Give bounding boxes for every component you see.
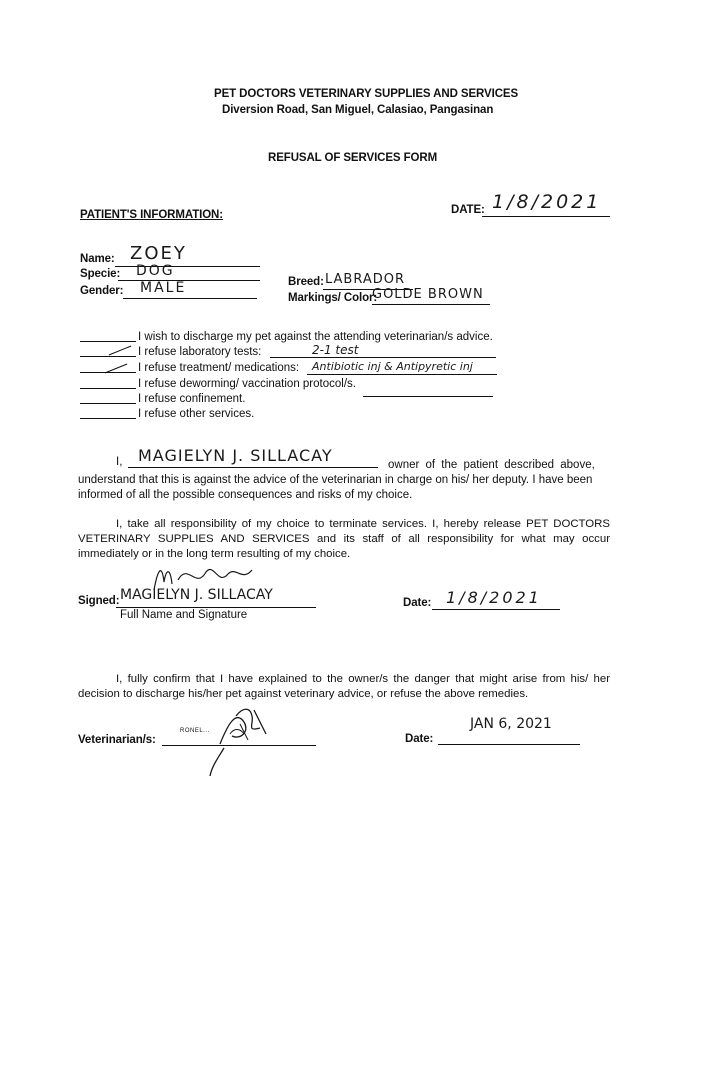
refusal-value-line <box>307 374 497 375</box>
name-label: Name: <box>80 253 115 265</box>
name-value: ZOEY <box>130 243 187 264</box>
date-line <box>482 216 610 217</box>
signed-date-label: Date: <box>403 597 432 609</box>
owner-name: MAGIELYN J. SILLACAY <box>138 446 333 465</box>
date-label: DATE: <box>451 204 485 216</box>
gender-line <box>123 298 257 299</box>
specie-label: Specie: <box>80 268 121 280</box>
statement-prefix: I, <box>116 456 123 468</box>
company-name: PET DOCTORS VETERINARY SUPPLIES AND SERVICES <box>214 88 519 100</box>
refusal-check-line <box>80 341 136 342</box>
signed-date-line <box>432 609 560 610</box>
signature-caption: Full Name and Signature <box>120 609 248 621</box>
signed-line <box>116 607 316 608</box>
form-title: REFUSAL OF SERVICES FORM <box>268 152 438 164</box>
statement-line1: owner of the patient described above, <box>388 459 595 471</box>
refusal-text: I refuse laboratory tests: <box>138 346 262 358</box>
vet-date-line <box>438 744 580 745</box>
signed-label: Signed: <box>78 595 120 607</box>
patient-info-heading: PATIENT'S INFORMATION: <box>80 209 223 221</box>
signed-date-value: 1/8/2021 <box>446 588 542 607</box>
refusal-value-line <box>363 396 493 397</box>
refusal-text: I refuse confinement. <box>138 393 246 405</box>
signed-value: MAGIELYN J. SILLACAY <box>120 587 273 603</box>
statement-line3: informed of all the possible consequences and risks of my choice. <box>78 489 413 501</box>
veterinarian-label: Veterinarian/s: <box>78 734 156 746</box>
specie-value: DOG <box>136 263 175 279</box>
refusal-text: I wish to discharge my pet against the attending veterinarian/s advice. <box>138 331 493 343</box>
vet-date-value: JAN 6, 2021 <box>470 716 552 732</box>
refusal-text: I refuse deworming/ vaccination protocol/s. <box>138 378 356 390</box>
refusal-value: 2-1 test <box>312 343 359 357</box>
refusal-text: I refuse other services. <box>138 408 255 420</box>
vet-stamp-name: RONEL... <box>180 728 210 734</box>
breed-value: LABRADOR <box>325 272 406 287</box>
confirmation-paragraph: I, fully confirm that I have explained to the owner/s the danger that might arise from his/ her decision to discharge his/her pet against veterinary advice, or refuse the above remedies. <box>78 673 610 700</box>
markings-line <box>372 304 490 305</box>
vet-date-label: Date: <box>405 733 434 745</box>
refusal-check-line <box>80 388 136 389</box>
refusal-text: I refuse treatment/ medications: <box>138 362 300 374</box>
markings-label: Markings/ Color: <box>288 292 378 304</box>
breed-label: Breed: <box>288 276 324 288</box>
markings-value: GOLDE BROWN <box>372 287 484 302</box>
date-value: 1/8/2021 <box>492 191 602 213</box>
veterinarian-signature-mark <box>200 704 274 778</box>
check-mark <box>109 346 132 356</box>
release-paragraph: I, take all responsibility of my choice to terminate services. I, hereby release PET DOCTORS VETERINARY SUPPLIES AND SERVICES and its staff of all responsibility for what may occur immediately or in the long term resulting of my choice. <box>78 518 610 560</box>
owner-name-line <box>128 467 378 468</box>
refusal-check-line <box>80 418 136 419</box>
company-address: Diversion Road, San Miguel, Calasiao, Pangasinan <box>222 104 494 116</box>
gender-value: MALE <box>140 280 187 296</box>
statement-line2: understand that this is against the advice of the veterinarian in charge on his/ her deputy. I have been <box>78 474 593 486</box>
refusal-value-line <box>270 357 496 358</box>
refusal-check-line <box>80 356 136 357</box>
refusal-value: Antibiotic inj & Antipyretic inj <box>312 360 473 373</box>
refusal-check-line <box>80 403 136 404</box>
gender-label: Gender: <box>80 285 124 297</box>
